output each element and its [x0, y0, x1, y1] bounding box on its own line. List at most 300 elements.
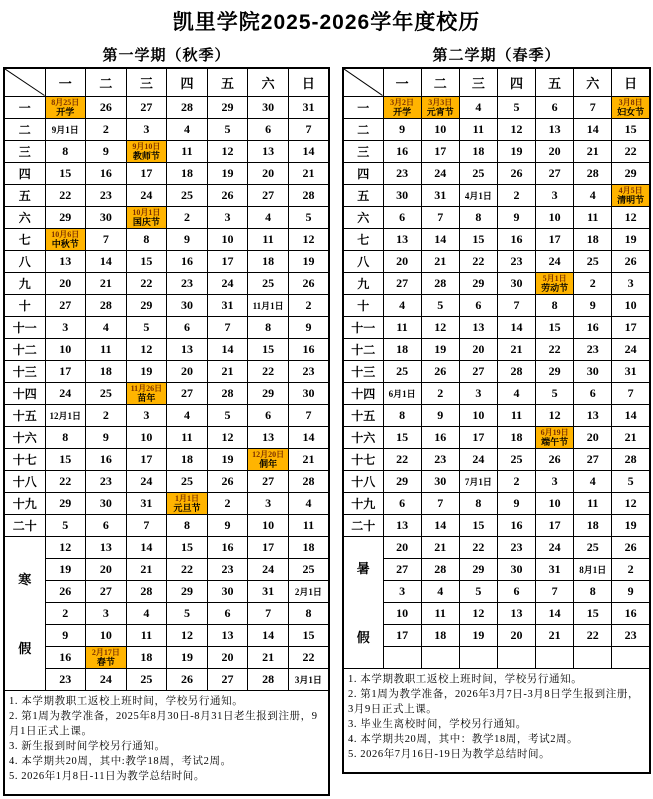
day-header: 五	[207, 68, 248, 96]
day-cell: 15	[612, 118, 650, 140]
vacation-row	[4, 624, 329, 646]
day-cell: 5	[612, 470, 650, 492]
day-cell: 9	[383, 118, 421, 140]
week-row	[4, 404, 329, 426]
cell-date: 3月2日	[390, 98, 415, 107]
day-cell: 16	[167, 250, 208, 272]
day-cell: 4	[497, 382, 535, 404]
day-cell: 6	[497, 580, 535, 602]
day-cell: 30	[207, 580, 248, 602]
day-cell: 7	[288, 404, 329, 426]
day-cell: 12	[167, 624, 208, 646]
day-cell: 13	[383, 514, 421, 536]
day-cell: 18	[421, 624, 459, 646]
day-cell: 14	[497, 316, 535, 338]
day-cell: 25	[574, 250, 612, 272]
week-label: 九	[4, 272, 45, 294]
cell-date: 8月25日	[51, 98, 80, 107]
day-cell: 24	[45, 382, 86, 404]
holiday-cell	[126, 382, 167, 404]
week-row	[4, 360, 329, 382]
holiday-name: 开学	[393, 107, 412, 117]
day-cell: 3	[207, 206, 248, 228]
week-row	[343, 426, 650, 448]
cell-date: 11月1日	[252, 301, 284, 311]
day-cell: 3	[248, 492, 289, 514]
cell-date: 4月5日	[618, 186, 643, 195]
day-cell: 29	[459, 272, 497, 294]
day-cell: 12	[497, 118, 535, 140]
week-row	[4, 338, 329, 360]
day-cell: 8	[574, 580, 612, 602]
empty-cell	[574, 646, 612, 668]
week-label: 十八	[4, 470, 45, 492]
cell-date: 2月1日	[294, 587, 322, 597]
day-cell: 5	[167, 602, 208, 624]
day-cell: 12	[288, 228, 329, 250]
day-cell: 18	[126, 646, 167, 668]
day-cell: 28	[126, 580, 167, 602]
day-cell: 15	[574, 602, 612, 624]
day-cell: 8	[45, 140, 86, 162]
day-header: 日	[288, 68, 329, 96]
week-row	[343, 514, 650, 536]
day-cell: 12	[536, 404, 574, 426]
day-cell: 16	[86, 162, 127, 184]
cell-date: 11月26日	[130, 384, 163, 393]
week-label: 十七	[343, 448, 383, 470]
day-cell: 27	[167, 382, 208, 404]
day-cell: 27	[45, 294, 86, 316]
day-cell: 19	[497, 140, 535, 162]
day-cell: 10	[459, 404, 497, 426]
day-cell: 6	[167, 316, 208, 338]
day-cell: 20	[383, 536, 421, 558]
day-cell: 16	[383, 140, 421, 162]
week-row	[343, 382, 650, 404]
week-row	[343, 294, 650, 316]
day-cell: 30	[421, 470, 459, 492]
day-cell: 25	[288, 558, 329, 580]
day-cell: 26	[167, 668, 208, 690]
day-cell: 15	[126, 250, 167, 272]
holiday-name: 国庆节	[132, 217, 160, 227]
day-cell: 8	[126, 228, 167, 250]
day-header: 五	[536, 68, 574, 96]
cell-date: 8月1日	[579, 565, 607, 575]
empty-cell	[421, 646, 459, 668]
day-cell: 3	[126, 118, 167, 140]
day-cell: 4	[574, 184, 612, 206]
day-cell: 30	[574, 360, 612, 382]
day-cell: 10	[612, 294, 650, 316]
week-label: 十九	[4, 492, 45, 514]
day-cell: 7	[248, 602, 289, 624]
week-label: 七	[4, 228, 45, 250]
day-cell: 9	[574, 294, 612, 316]
day-cell: 29	[207, 96, 248, 118]
day-cell: 7	[574, 96, 612, 118]
holiday-name: 妇女节	[617, 107, 645, 117]
day-cell: 13	[207, 624, 248, 646]
vacation-label-text	[344, 558, 383, 646]
week-row	[4, 250, 329, 272]
week-label: 八	[4, 250, 45, 272]
day-cell: 6	[459, 294, 497, 316]
day-cell: 2	[288, 294, 329, 316]
day-cell: 17	[536, 228, 574, 250]
day-cell: 21	[497, 338, 535, 360]
week-label: 十一	[4, 316, 45, 338]
week-label: 十六	[4, 426, 45, 448]
day-cell: 10	[421, 118, 459, 140]
day-cell: 16	[612, 602, 650, 624]
vacation-label-text	[5, 569, 45, 657]
day-cell: 10	[248, 514, 289, 536]
day-cell: 11	[574, 206, 612, 228]
day-cell: 2	[86, 118, 127, 140]
week-row	[343, 162, 650, 184]
week-row	[343, 250, 650, 272]
day-cell: 25	[383, 360, 421, 382]
day-header: 一	[45, 68, 86, 96]
day-cell: 11	[86, 338, 127, 360]
week-label: 十八	[343, 470, 383, 492]
day-cell: 11	[383, 316, 421, 338]
empty-cell	[536, 646, 574, 668]
day-cell: 24	[126, 470, 167, 492]
day-cell: 27	[86, 580, 127, 602]
day-cell: 26	[497, 162, 535, 184]
day-cell: 11	[421, 602, 459, 624]
day-cell: 29	[167, 580, 208, 602]
day-cell: 11	[288, 514, 329, 536]
day-cell: 24	[126, 184, 167, 206]
day-cell: 26	[207, 184, 248, 206]
week-row	[4, 492, 329, 514]
note-line: 5. 2026年7月16日-19日为教学总结时间。	[348, 748, 551, 760]
day-cell: 26	[612, 536, 650, 558]
day-cell: 18	[383, 338, 421, 360]
day-cell: 30	[288, 382, 329, 404]
month-start-cell	[288, 668, 329, 690]
day-cell: 26	[288, 272, 329, 294]
day-cell: 17	[612, 316, 650, 338]
day-cell: 25	[574, 536, 612, 558]
day-cell: 28	[167, 96, 208, 118]
day-cell: 24	[536, 536, 574, 558]
day-cell: 18	[497, 426, 535, 448]
day-cell: 28	[288, 184, 329, 206]
day-cell: 22	[248, 360, 289, 382]
week-row	[4, 316, 329, 338]
day-header: 二	[86, 68, 127, 96]
day-header: 三	[459, 68, 497, 96]
month-start-cell	[459, 470, 497, 492]
day-cell: 14	[612, 404, 650, 426]
day-cell: 13	[86, 536, 127, 558]
week-label: 一	[4, 96, 45, 118]
day-cell: 14	[536, 602, 574, 624]
day-cell: 7	[421, 206, 459, 228]
day-cell: 30	[383, 184, 421, 206]
day-header: 二	[421, 68, 459, 96]
day-cell: 7	[288, 118, 329, 140]
day-cell: 14	[86, 250, 127, 272]
week-label: 二十	[4, 514, 45, 536]
day-cell: 4	[459, 96, 497, 118]
day-cell: 27	[383, 558, 421, 580]
week-label: 十五	[343, 404, 383, 426]
day-cell: 30	[497, 558, 535, 580]
week-label: 一	[343, 96, 383, 118]
week-label: 十六	[343, 426, 383, 448]
day-cell: 20	[574, 426, 612, 448]
vacation-row	[343, 580, 650, 602]
day-header-row	[4, 68, 329, 96]
day-cell: 23	[207, 558, 248, 580]
day-cell: 23	[574, 338, 612, 360]
semester-notes	[4, 690, 329, 795]
day-cell: 5	[207, 118, 248, 140]
day-cell: 21	[86, 272, 127, 294]
week-row	[343, 96, 650, 118]
day-cell: 17	[536, 514, 574, 536]
day-cell: 4	[248, 206, 289, 228]
day-cell: 15	[167, 536, 208, 558]
cell-date: 6月19日	[540, 428, 569, 437]
day-cell: 2	[497, 184, 535, 206]
day-cell: 13	[536, 118, 574, 140]
day-cell: 5	[459, 580, 497, 602]
week-label: 六	[4, 206, 45, 228]
day-cell: 19	[126, 360, 167, 382]
holiday-name: 开学	[56, 107, 75, 117]
day-cell: 23	[497, 536, 535, 558]
week-row	[343, 118, 650, 140]
week-row	[4, 382, 329, 404]
day-cell: 16	[207, 536, 248, 558]
week-label: 十	[4, 294, 45, 316]
day-cell: 8	[248, 316, 289, 338]
week-label: 七	[343, 228, 383, 250]
day-cell: 28	[612, 448, 650, 470]
cell-date: 10月1日	[132, 208, 161, 217]
day-cell: 9	[497, 206, 535, 228]
day-cell: 8	[459, 206, 497, 228]
day-cell: 21	[421, 250, 459, 272]
day-cell: 15	[383, 426, 421, 448]
day-cell: 17	[126, 162, 167, 184]
day-cell: 6	[536, 96, 574, 118]
week-row	[343, 272, 650, 294]
day-cell: 28	[207, 382, 248, 404]
holiday-name: 元旦节	[173, 503, 201, 513]
day-cell: 17	[45, 360, 86, 382]
week-label: 十四	[4, 382, 45, 404]
day-cell: 10	[126, 426, 167, 448]
week-label: 五	[4, 184, 45, 206]
day-cell: 30	[497, 272, 535, 294]
holiday-name: 侗年	[259, 459, 278, 469]
day-cell: 29	[536, 360, 574, 382]
cell-date: 3月3日	[428, 98, 453, 107]
corner-cell	[4, 68, 45, 96]
day-cell: 10	[383, 602, 421, 624]
cell-date: 3月1日	[294, 675, 322, 685]
day-cell: 26	[45, 580, 86, 602]
day-cell: 27	[459, 360, 497, 382]
week-label: 十四	[343, 382, 383, 404]
day-cell: 31	[612, 360, 650, 382]
day-cell: 18	[248, 250, 289, 272]
week-row	[4, 140, 329, 162]
day-cell: 2	[497, 470, 535, 492]
holiday-cell	[536, 426, 574, 448]
day-cell: 19	[288, 250, 329, 272]
holiday-name: 春节	[96, 657, 115, 667]
day-cell: 20	[536, 140, 574, 162]
empty-cell	[497, 646, 535, 668]
week-label: 三	[4, 140, 45, 162]
week-row	[343, 140, 650, 162]
week-row	[343, 470, 650, 492]
day-cell: 14	[248, 624, 289, 646]
day-cell: 17	[421, 140, 459, 162]
note-line: 5. 2026年1月8日-11日为教学总结时间。	[9, 770, 206, 782]
day-cell: 10	[45, 338, 86, 360]
semester-autumn	[3, 47, 330, 796]
day-cell: 12	[421, 316, 459, 338]
vacation-row	[4, 602, 329, 624]
vacation-label-char: 寒	[18, 572, 32, 587]
day-cell: 28	[574, 162, 612, 184]
day-cell: 18	[574, 514, 612, 536]
day-cell: 22	[459, 250, 497, 272]
day-cell: 22	[612, 140, 650, 162]
vacation-row	[343, 536, 650, 558]
day-cell: 3	[459, 382, 497, 404]
day-cell: 19	[45, 558, 86, 580]
day-cell: 5	[45, 514, 86, 536]
day-cell: 7	[536, 580, 574, 602]
day-cell: 27	[574, 448, 612, 470]
day-cell: 4	[288, 492, 329, 514]
vacation-row	[4, 536, 329, 558]
day-cell: 5	[421, 294, 459, 316]
week-row	[343, 184, 650, 206]
day-cell: 27	[383, 272, 421, 294]
holiday-name: 端午节	[541, 437, 569, 447]
day-cell: 19	[612, 228, 650, 250]
week-label: 二十	[343, 514, 383, 536]
day-cell: 11	[248, 228, 289, 250]
day-cell: 9	[86, 426, 127, 448]
day-cell: 3	[86, 602, 127, 624]
day-header: 六	[574, 68, 612, 96]
holiday-cell	[612, 96, 650, 118]
week-label: 二	[4, 118, 45, 140]
day-cell: 12	[459, 602, 497, 624]
day-cell: 14	[126, 536, 167, 558]
day-cell: 21	[126, 558, 167, 580]
week-label: 二	[343, 118, 383, 140]
day-cell: 6	[383, 492, 421, 514]
day-cell: 21	[207, 360, 248, 382]
vacation-row	[4, 580, 329, 602]
day-cell: 29	[459, 558, 497, 580]
week-row	[4, 470, 329, 492]
cell-date: 12月1日	[49, 411, 82, 421]
cell-date: 3月8日	[618, 98, 643, 107]
day-cell: 13	[574, 404, 612, 426]
day-cell: 19	[207, 448, 248, 470]
day-cell: 4	[167, 404, 208, 426]
day-cell: 26	[207, 470, 248, 492]
day-cell: 19	[167, 646, 208, 668]
day-cell: 16	[497, 228, 535, 250]
day-cell: 25	[248, 272, 289, 294]
day-cell: 30	[167, 294, 208, 316]
day-cell: 15	[248, 338, 289, 360]
day-cell: 28	[288, 470, 329, 492]
cell-date: 2月17日	[91, 648, 120, 657]
day-cell: 2	[86, 404, 127, 426]
day-cell: 27	[248, 470, 289, 492]
day-cell: 26	[536, 448, 574, 470]
vacation-label	[343, 536, 383, 668]
day-cell: 13	[383, 228, 421, 250]
day-cell: 16	[86, 448, 127, 470]
day-cell: 12	[45, 536, 86, 558]
day-cell: 30	[248, 96, 289, 118]
month-start-cell	[248, 294, 289, 316]
week-label: 十二	[4, 338, 45, 360]
empty-cell	[612, 646, 650, 668]
month-start-cell	[383, 382, 421, 404]
day-cell: 6	[383, 206, 421, 228]
day-cell: 29	[248, 382, 289, 404]
note-line: 4. 本学期共20周，其中:教学18周，考试2周。	[9, 755, 232, 767]
day-cell: 31	[207, 294, 248, 316]
day-cell: 9	[167, 228, 208, 250]
day-cell: 21	[574, 140, 612, 162]
day-cell: 27	[536, 162, 574, 184]
day-cell: 24	[612, 338, 650, 360]
day-cell: 5	[536, 382, 574, 404]
day-cell: 21	[288, 448, 329, 470]
vacation-row	[343, 602, 650, 624]
vacation-row	[4, 668, 329, 690]
holiday-cell	[612, 184, 650, 206]
day-cell: 11	[126, 624, 167, 646]
day-cell: 27	[126, 96, 167, 118]
notes-row	[343, 668, 650, 773]
note-line: 3. 新生报到时间学校另行通知。	[9, 740, 166, 752]
day-cell: 14	[421, 228, 459, 250]
month-start-cell	[45, 118, 86, 140]
day-cell: 18	[288, 536, 329, 558]
holiday-cell	[248, 448, 289, 470]
day-cell: 13	[248, 426, 289, 448]
day-cell: 19	[612, 514, 650, 536]
day-cell: 23	[497, 250, 535, 272]
day-cell: 31	[248, 580, 289, 602]
day-cell: 23	[421, 448, 459, 470]
day-cell: 22	[459, 536, 497, 558]
day-cell: 12	[207, 426, 248, 448]
week-label: 十九	[343, 492, 383, 514]
